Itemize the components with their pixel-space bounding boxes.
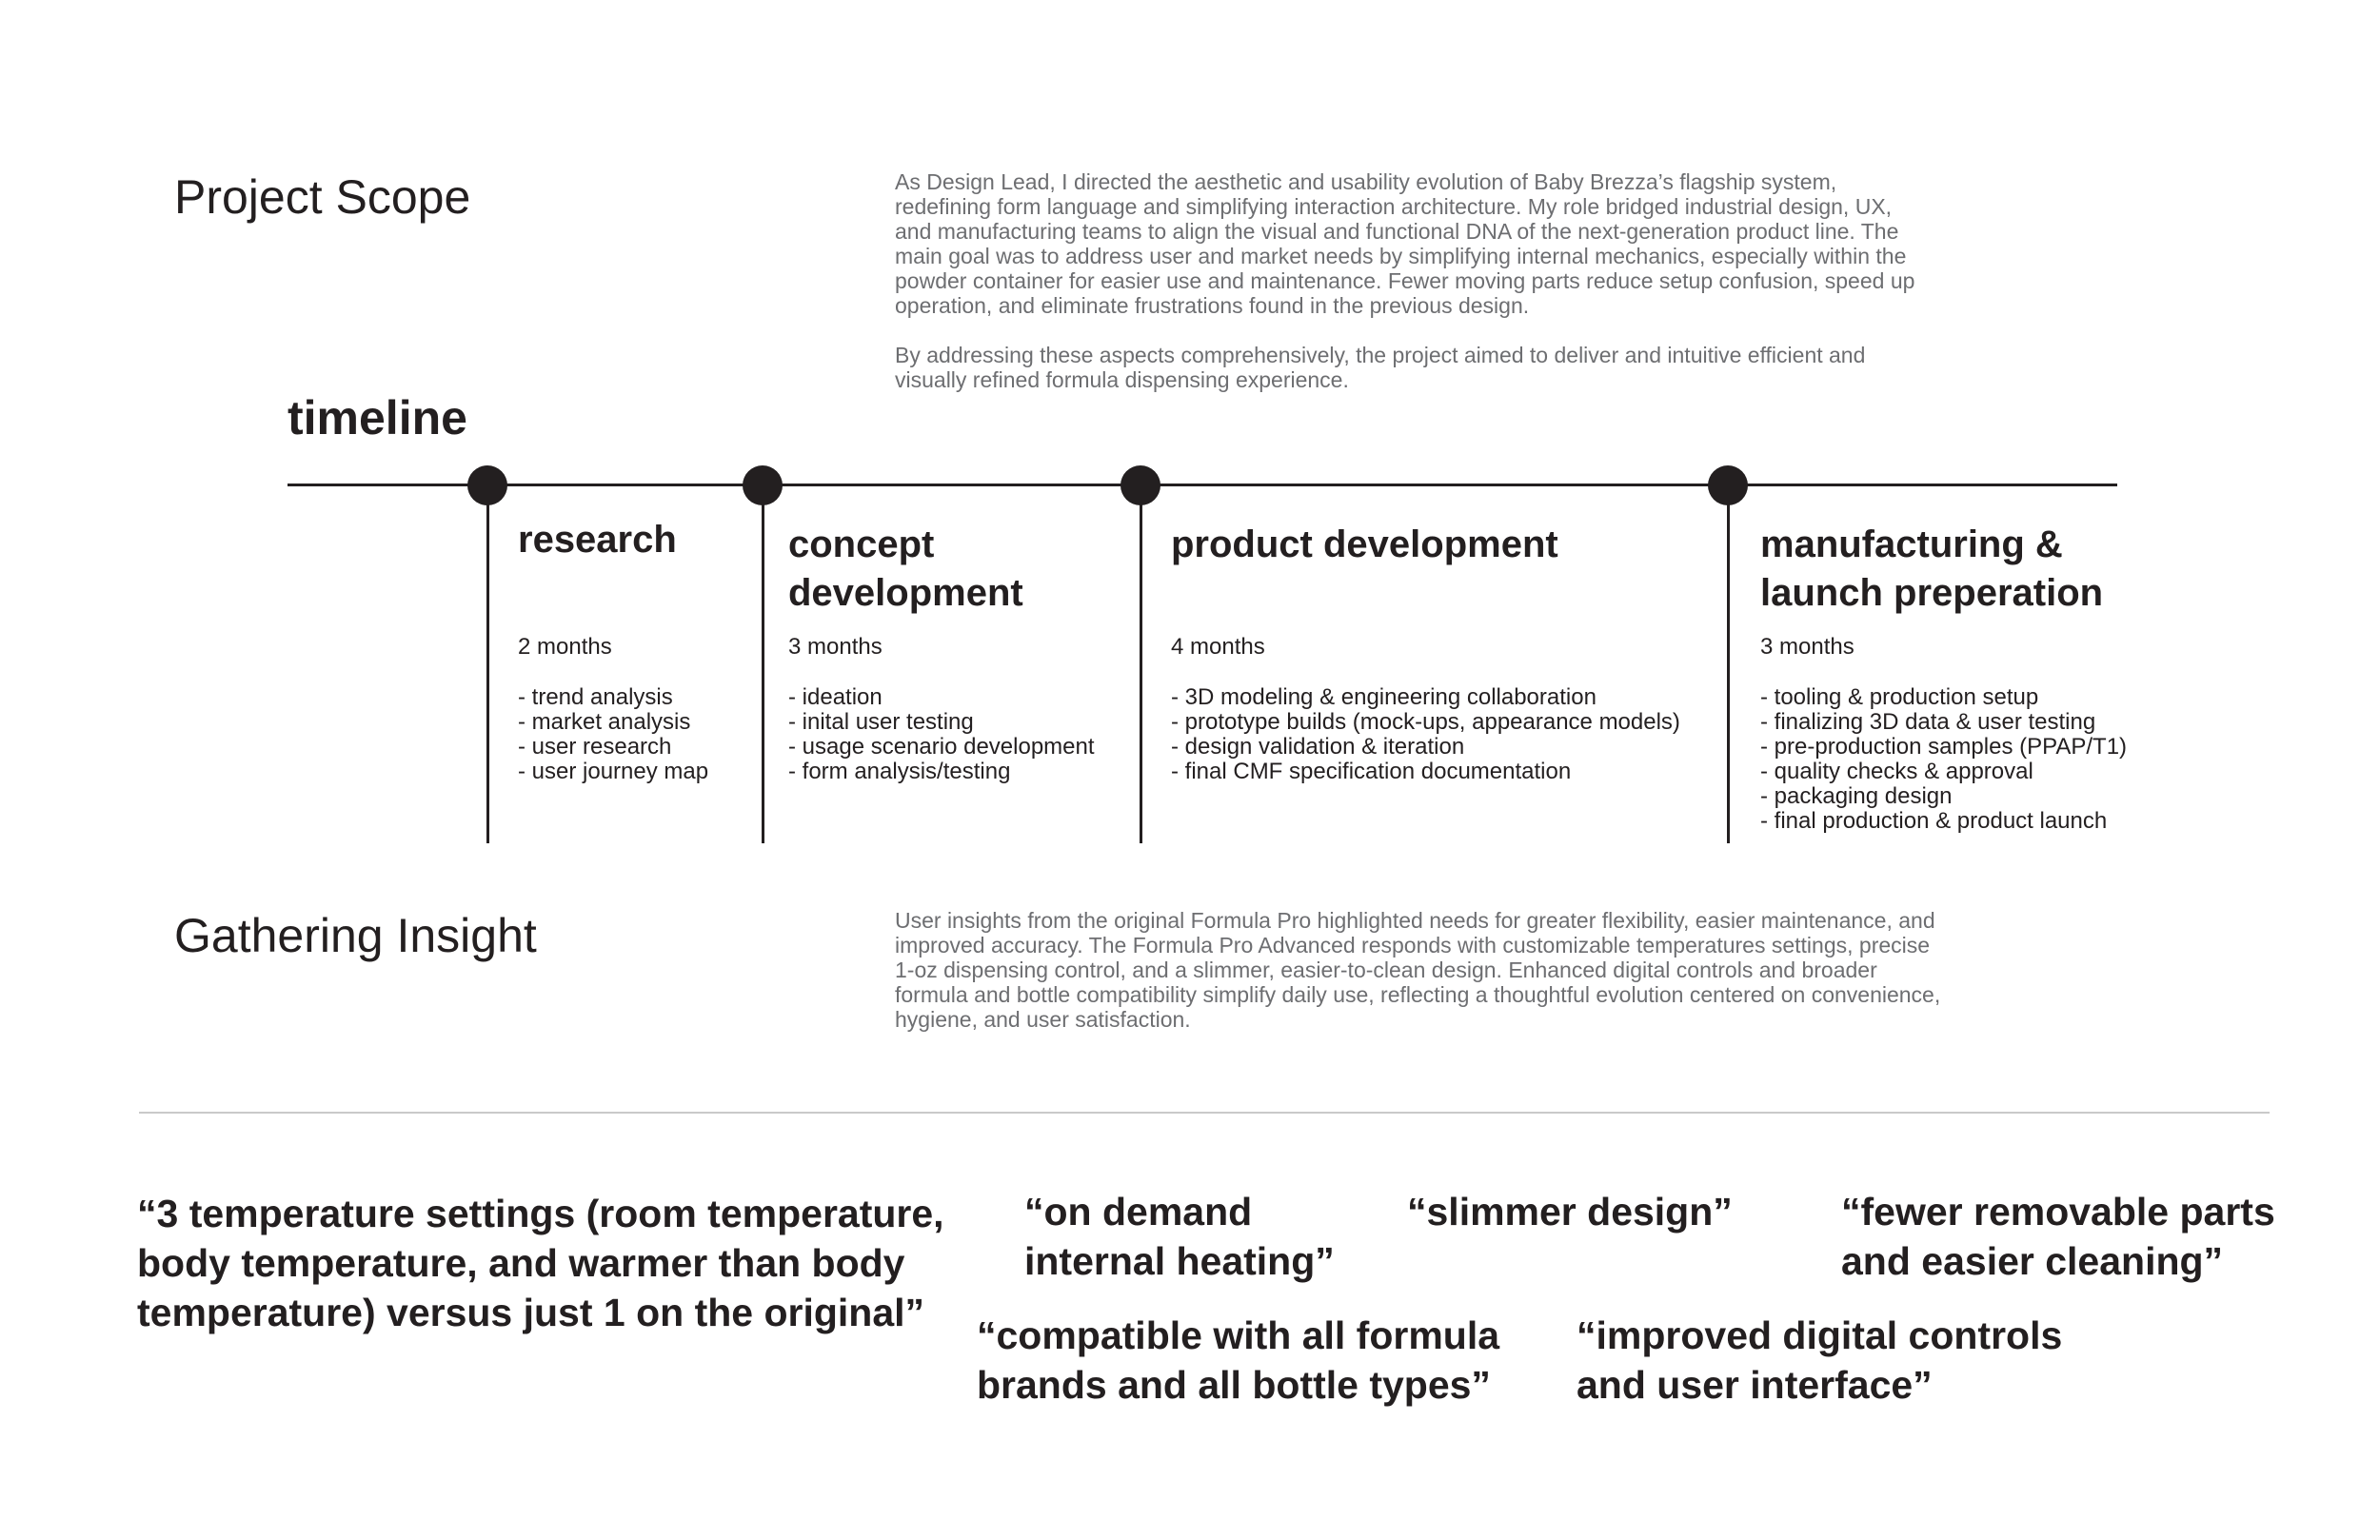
phase-duration: 2 months (518, 634, 612, 660)
phase-title: manufacturing & launch preperation (1760, 523, 2104, 614)
phase-task-list (788, 685, 1095, 784)
project-scope-paragraph-2: By addressing these aspects comprehensively, the project aimed to deliver and intuitive efficient and visually refined formula dispensing experience. (895, 343, 1866, 392)
user-quote-compatibility: “compatible with all formula brands and all bottle types” (977, 1313, 1500, 1407)
phase-task: - trend analysis (518, 684, 673, 710)
timeline-stem-manufacturing (1727, 485, 1730, 843)
phase-task: - ideation (788, 684, 883, 710)
user-quote-temperature-settings: “3 temperature settings (room temperature, body temperature, and warmer than body temperature) versus just 1 on the original” (137, 1192, 944, 1334)
phase-task: - tooling & production setup (1760, 684, 2039, 710)
phase-task: - user journey map (518, 759, 709, 784)
phase-duration: 3 months (788, 634, 883, 660)
project-scope-paragraph-1: As Design Lead, I directed the aesthetic and usability evolution of Baby Brezza’s flagship system, redefining form language and simplifying interaction architecture. My role bridged industrial design, UX, and manufacturing teams to align the visual and functional DNA of the next-generation product line. The main goal was to address user and market needs by simplifying internal mechanics, especially within the powder container for easier use and maintenance. Fewer moving parts reduce setup confusion, speed up operation, and eliminate frustrations found in the previous design. (895, 169, 1915, 318)
phase-concept-development (788, 521, 1131, 784)
phase-title: research (518, 519, 677, 561)
phase-duration: 4 months (1171, 634, 1265, 660)
user-quote-internal-heating: “on demand internal heating” (1024, 1190, 1335, 1283)
phase-task: - design validation & iteration (1171, 734, 1465, 760)
user-quote-easier-cleaning: “fewer removable parts and easier cleaning” (1841, 1190, 2275, 1283)
gathering-insight-title: Gathering Insight (174, 909, 537, 962)
phase-product-development (1171, 521, 1704, 784)
user-quote-digital-controls: “improved digital controls and user interface” (1577, 1313, 2063, 1407)
phase-task: - user research (518, 734, 672, 760)
phase-task: - final CMF specification documentation (1171, 759, 1572, 784)
timeline-stem-product-development (1140, 485, 1142, 843)
phase-task: - prototype builds (mock-ups, appearance models) (1171, 709, 1680, 735)
timeline-stem-research (486, 485, 489, 843)
user-quote-slimmer-design: “slimmer design” (1407, 1190, 1733, 1234)
phase-task: - 3D modeling & engineering collaboration (1171, 684, 1597, 710)
gathering-insight-description: User insights from the original Formula Pro highlighted needs for greater flexibility, easier maintenance, and improved accuracy. The Formula Pro Advanced responds with customizable temperatures settings, precise 1-oz dispensing control, and a slimmer, easier-to-clean design. Enhanced digital controls and broader formula and bottle compatibility simplify daily use, reflecting a thoughtful evolution centered on convenience, hygiene, and user satisfaction. (895, 908, 1941, 1032)
timeline-axis (288, 484, 2117, 486)
project-scope-title: Project Scope (174, 170, 471, 224)
phase-manufacturing-launch (1760, 521, 2160, 834)
phase-title: product development (1171, 523, 1558, 565)
phase-task: - pre-production samples (PPAP/T1) (1760, 734, 2128, 760)
section-divider (139, 1112, 2270, 1114)
phase-task-list (1760, 685, 2127, 834)
phase-research (518, 516, 765, 784)
phase-task: - packaging design (1760, 783, 1953, 809)
project-scope-description (895, 169, 1923, 392)
phase-task-list (1171, 685, 1680, 784)
phase-task-list (518, 685, 708, 784)
phase-task: - final production & product launch (1760, 808, 2108, 834)
timeline-heading: timeline (288, 391, 467, 444)
phase-task: - form analysis/testing (788, 759, 1011, 784)
phase-task: - finalizing 3D data & user testing (1760, 709, 2096, 735)
phase-duration: 3 months (1760, 634, 1854, 660)
phase-task: - quality checks & approval (1760, 759, 2033, 784)
phase-task: - usage scenario development (788, 734, 1095, 760)
phase-title: concept development (788, 523, 1023, 614)
phase-task: - market analysis (518, 709, 691, 735)
phase-task: - inital user testing (788, 709, 974, 735)
